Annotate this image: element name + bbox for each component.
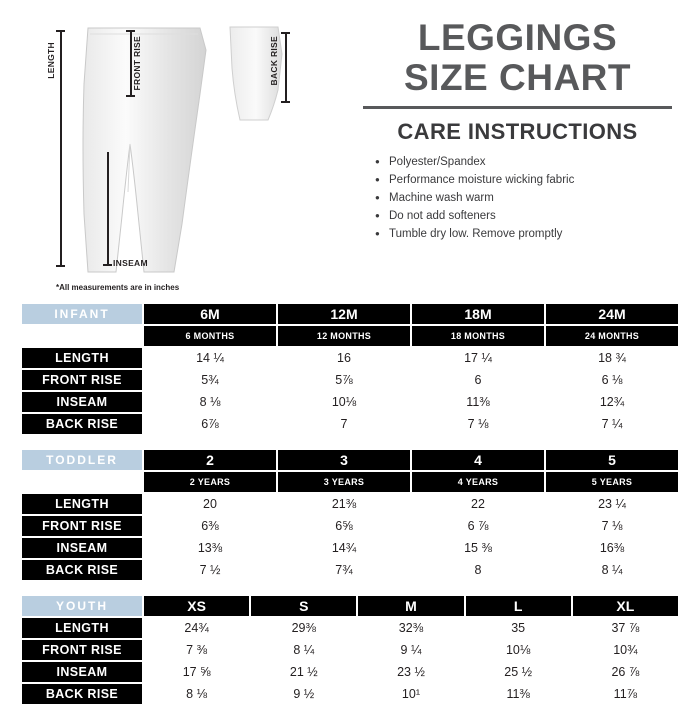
- measurement-cell: 6⅜: [143, 515, 277, 537]
- measurement-cell: 8 ⅛: [143, 391, 277, 413]
- row-label: BACK RISE: [21, 683, 143, 705]
- measurement-cell: 7¾: [277, 559, 411, 581]
- measurement-cell: 6 ⅛: [545, 369, 679, 391]
- row-label: FRONT RISE: [21, 639, 143, 661]
- measurement-cell: 7 ½: [143, 559, 277, 581]
- measurement-cell: 16: [277, 347, 411, 369]
- measurement-cell: 21 ½: [250, 661, 357, 683]
- spacer-cell: [21, 471, 143, 493]
- care-item: ● Do not add softeners: [375, 207, 690, 225]
- size-subheader: 4 YEARS: [411, 471, 545, 493]
- size-header: L: [465, 595, 572, 617]
- inseam-measure-line: [107, 152, 109, 265]
- back-rise-cap-top: [281, 32, 290, 34]
- table-row: [21, 347, 679, 369]
- back-rise-measure-line: [285, 32, 287, 102]
- row-label: INSEAM: [21, 391, 143, 413]
- care-item: ● Machine wash warm: [375, 189, 690, 207]
- size-header: 2: [143, 449, 277, 471]
- measurement-cell: 14 ¼: [143, 347, 277, 369]
- measurement-cell: 13⅜: [143, 537, 277, 559]
- table-header-row: [21, 303, 679, 325]
- leggings-front-illustration: [78, 24, 228, 278]
- front-rise-cap-bottom: [126, 95, 135, 97]
- measurement-cell: 7 ⅛: [545, 515, 679, 537]
- inseam-cap-bottom: [103, 264, 112, 266]
- category-label-toddler: TODDLER: [21, 449, 143, 471]
- size-subheader: 5 YEARS: [545, 471, 679, 493]
- measurement-cell: 37 ⅞: [572, 617, 679, 639]
- length-measure-cap-bottom: [56, 265, 65, 267]
- measurement-cell: 26 ⅞: [572, 661, 679, 683]
- measurement-cell: 8 ¼: [545, 559, 679, 581]
- table-row: [21, 413, 679, 435]
- size-subheader: 6 MONTHS: [143, 325, 277, 347]
- measurement-cell: 11⅞: [572, 683, 679, 705]
- size-subheader: 3 YEARS: [277, 471, 411, 493]
- measurement-cell: 23 ½: [357, 661, 464, 683]
- leggings-diagram: [0, 0, 345, 300]
- category-label-infant: INFANT: [21, 303, 143, 325]
- table-row: [21, 683, 679, 705]
- measurement-cell: 7 ⅜: [143, 639, 250, 661]
- measurement-cell: 25 ½: [465, 661, 572, 683]
- size-header: 5: [545, 449, 679, 471]
- table-row: [21, 559, 679, 581]
- care-item: ● Tumble dry low. Remove promptly: [375, 225, 690, 243]
- table-row: [21, 515, 679, 537]
- table-row: [21, 639, 679, 661]
- chart-title-line1: LEGGINGS: [417, 17, 618, 58]
- size-header: 18M: [411, 303, 545, 325]
- title-divider: [363, 106, 672, 109]
- measurement-cell: 20: [143, 493, 277, 515]
- row-label: FRONT RISE: [21, 369, 143, 391]
- size-header: XS: [143, 595, 250, 617]
- row-label: INSEAM: [21, 661, 143, 683]
- spacer-cell: [21, 325, 143, 347]
- toddler-size-table: [20, 448, 680, 582]
- measurement-cell: 9 ¼: [357, 639, 464, 661]
- measurement-cell: 14¾: [277, 537, 411, 559]
- size-tables: [0, 302, 700, 718]
- measurement-cell: 7: [277, 413, 411, 435]
- size-header: 6M: [143, 303, 277, 325]
- infant-size-table: [20, 302, 680, 436]
- size-header: 24M: [545, 303, 679, 325]
- measurement-cell: 21⅜: [277, 493, 411, 515]
- inseam-label: INSEAM: [113, 258, 148, 268]
- chart-title-line2: SIZE CHART: [404, 57, 631, 98]
- size-header: XL: [572, 595, 679, 617]
- row-label: INSEAM: [21, 537, 143, 559]
- size-header: 4: [411, 449, 545, 471]
- measurement-cell: 6: [411, 369, 545, 391]
- back-rise-cap-bottom: [281, 101, 290, 103]
- size-subheader: 2 YEARS: [143, 471, 277, 493]
- care-instructions-heading: CARE INSTRUCTIONS: [397, 119, 638, 144]
- measurement-cell: 8 ⅛: [143, 683, 250, 705]
- measurement-cell: 9 ½: [250, 683, 357, 705]
- front-rise-label: FRONT RISE: [132, 36, 142, 91]
- length-measure-line: [60, 30, 62, 266]
- category-label-youth: YOUTH: [21, 595, 143, 617]
- measurement-cell: 17 ⅝: [143, 661, 250, 683]
- measurement-cell: 10⅛: [277, 391, 411, 413]
- back-rise-label: BACK RISE: [269, 36, 279, 86]
- measurement-cell: 11⅜: [465, 683, 572, 705]
- row-label: FRONT RISE: [21, 515, 143, 537]
- length-measure-cap-top: [56, 30, 65, 32]
- size-header: M: [357, 595, 464, 617]
- table-row: [21, 391, 679, 413]
- measurement-cell: 6⅝: [277, 515, 411, 537]
- measurement-cell: 35: [465, 617, 572, 639]
- measurement-cell: 18 ¾: [545, 347, 679, 369]
- measurement-cell: 16⅜: [545, 537, 679, 559]
- measurement-cell: 29⅜: [250, 617, 357, 639]
- measurement-cell: 10¹: [357, 683, 464, 705]
- measurement-cell: 5¾: [143, 369, 277, 391]
- row-label: BACK RISE: [21, 413, 143, 435]
- measurement-cell: 15 ⅜: [411, 537, 545, 559]
- table-row: [21, 493, 679, 515]
- measurement-cell: 5⅞: [277, 369, 411, 391]
- table-header-row: [21, 449, 679, 471]
- size-header: 12M: [277, 303, 411, 325]
- table-header-row: [21, 595, 679, 617]
- measurement-cell: 8: [411, 559, 545, 581]
- measurement-cell: 32⅜: [357, 617, 464, 639]
- row-label: LENGTH: [21, 347, 143, 369]
- measurement-cell: 22: [411, 493, 545, 515]
- row-label: LENGTH: [21, 617, 143, 639]
- length-label: LENGTH: [46, 42, 56, 79]
- care-item: ● Polyester/Spandex: [375, 153, 690, 171]
- measurement-cell: 24¾: [143, 617, 250, 639]
- measurement-cell: 6 ⅞: [411, 515, 545, 537]
- measurement-cell: 6⅞: [143, 413, 277, 435]
- table-row: [21, 617, 679, 639]
- measurement-cell: 12¾: [545, 391, 679, 413]
- care-item: ● Performance moisture wicking fabric: [375, 171, 690, 189]
- front-rise-cap-top: [126, 30, 135, 32]
- header-section: [0, 0, 700, 300]
- title-block: [345, 18, 690, 243]
- table-row: [21, 537, 679, 559]
- youth-size-table: [20, 594, 680, 706]
- table-row: [21, 369, 679, 391]
- table-subheader-row: [21, 471, 679, 493]
- size-subheader: 12 MONTHS: [277, 325, 411, 347]
- size-subheader: 24 MONTHS: [545, 325, 679, 347]
- measurement-cell: 7 ⅛: [411, 413, 545, 435]
- measurement-cell: 8 ¼: [250, 639, 357, 661]
- measurement-footnote: *All measurements are in inches: [56, 283, 180, 292]
- row-label: BACK RISE: [21, 559, 143, 581]
- size-header: S: [250, 595, 357, 617]
- measurement-cell: 10¾: [572, 639, 679, 661]
- size-subheader: 18 MONTHS: [411, 325, 545, 347]
- measurement-cell: 7 ¼: [545, 413, 679, 435]
- size-header: 3: [277, 449, 411, 471]
- measurement-cell: 10⅛: [465, 639, 572, 661]
- measurement-cell: 11⅜: [411, 391, 545, 413]
- measurement-cell: 23 ¼: [545, 493, 679, 515]
- table-subheader-row: [21, 325, 679, 347]
- row-label: LENGTH: [21, 493, 143, 515]
- care-instructions-list: [345, 153, 690, 243]
- measurement-cell: 17 ¼: [411, 347, 545, 369]
- table-row: [21, 661, 679, 683]
